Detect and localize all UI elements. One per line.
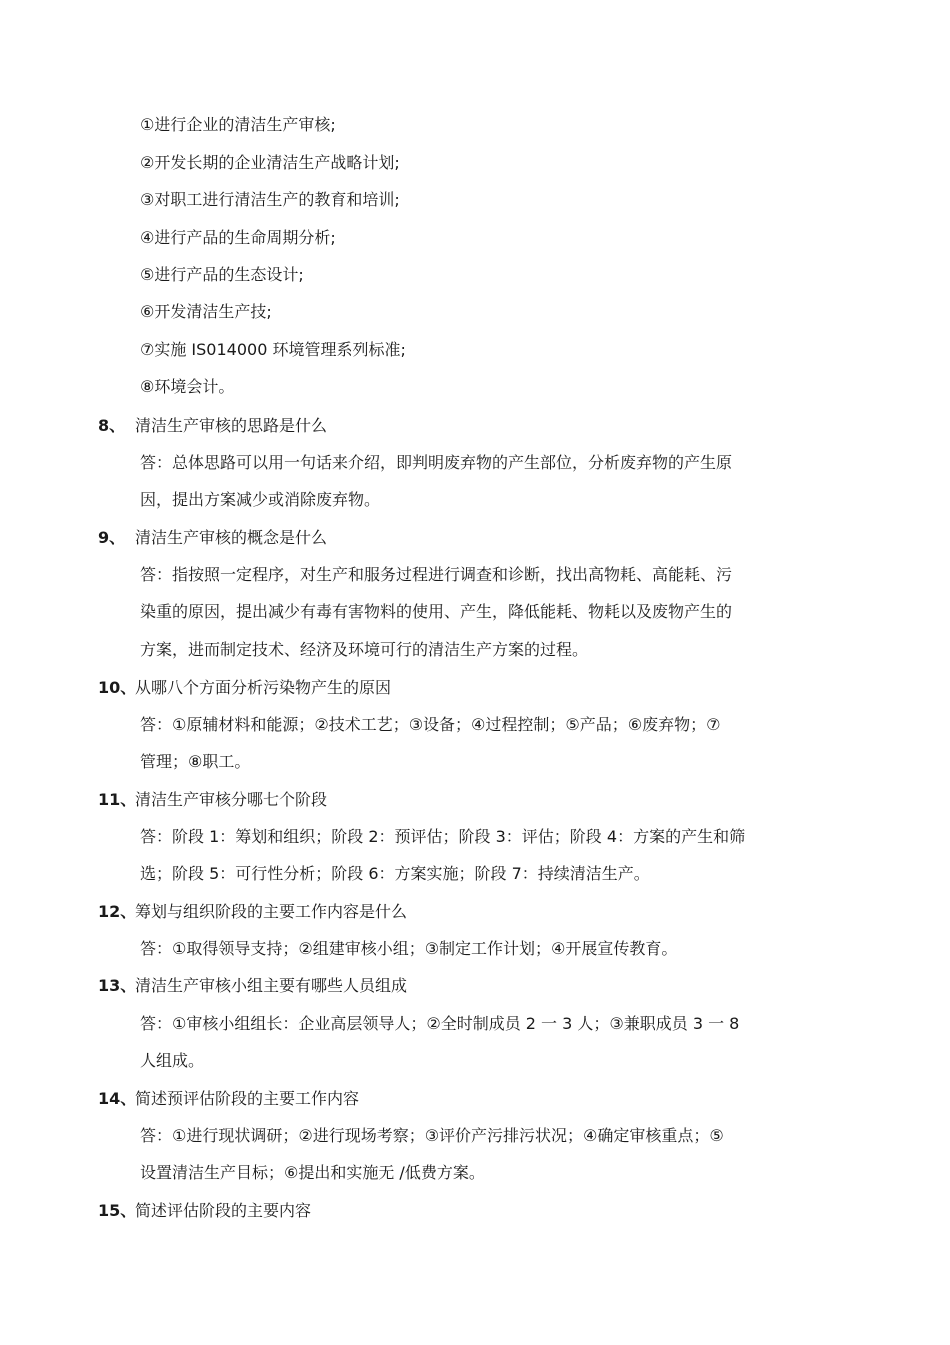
question-title: 清洁生产审核的概念是什么 bbox=[135, 528, 328, 547]
list-item: ①进行企业的清洁生产审核; bbox=[140, 115, 336, 134]
answer-line: 答：①原辅材料和能源；②技术工艺；③设备；④过程控制；⑤产品；⑥废弃物；⑦ bbox=[140, 715, 721, 734]
answer-line: 染重的原因，提出减少有毒有害物料的使用、产生，降低能耗、物耗以及废物产生的 bbox=[140, 602, 733, 621]
answer-line: 答：指按照一定程序，对生产和服务过程进行调查和诊断，找出高物耗、高能耗、污 bbox=[140, 565, 733, 584]
answer-line: 答：①取得领导支持；②组建审核小组；③制定工作计划；④开展宣传教育。 bbox=[140, 939, 678, 958]
answer-line: 答：①审核小组组长：企业高层领导人；②全时制成员 2 一 3 人；③兼职成员 3 一 8 bbox=[140, 1014, 740, 1033]
question-title: 简述评估阶段的主要内容 bbox=[135, 1201, 312, 1220]
question-number: 14、 bbox=[98, 1089, 137, 1108]
question-number: 8、 bbox=[98, 416, 126, 435]
question-title: 从哪八个方面分析污染物产生的原因 bbox=[135, 678, 392, 697]
answer-line: 方案，进而制定技术、经济及环境可行的清洁生产方案的过程。 bbox=[140, 640, 589, 659]
question-number: 12、 bbox=[98, 902, 137, 921]
question-title: 清洁生产审核小组主要有哪些人员组成 bbox=[135, 976, 408, 995]
answer-line: 人组成。 bbox=[140, 1051, 205, 1070]
answer-line: 答：总体思路可以用一句话来介绍，即判明废弃物的产生部位，分析废弃物的产生原 bbox=[140, 453, 733, 472]
list-item: ⑤进行产品的生态设计; bbox=[140, 265, 304, 284]
list-item: ②开发长期的企业清洁生产战略计划; bbox=[140, 153, 400, 172]
answer-line: 设置清洁生产目标；⑥提出和实施无 /低费方案。 bbox=[140, 1163, 485, 1182]
list-item: ③对职工进行清洁生产的教育和培训; bbox=[140, 190, 400, 209]
question-title: 清洁生产审核分哪七个阶段 bbox=[135, 790, 328, 809]
question-title: 简述预评估阶段的主要工作内容 bbox=[135, 1089, 360, 1108]
answer-line: 因，提出方案减少或消除废弃物。 bbox=[140, 490, 381, 509]
answer-line: 答：阶段 1：筹划和组织；阶段 2：预评估；阶段 3：评估；阶段 4：方案的产生和筛 bbox=[140, 827, 746, 846]
question-number: 10、 bbox=[98, 678, 137, 697]
question-number: 15、 bbox=[98, 1201, 137, 1220]
question-title: 筹划与组织阶段的主要工作内容是什么 bbox=[135, 902, 408, 921]
list-item: ④进行产品的生命周期分析; bbox=[140, 228, 336, 247]
question-number: 13、 bbox=[98, 976, 137, 995]
question-title: 清洁生产审核的思路是什么 bbox=[135, 416, 328, 435]
answer-line: 管理；⑧职工。 bbox=[140, 752, 251, 771]
list-item: ⑦实施 IS014000 环境管理系列标准; bbox=[140, 340, 406, 359]
answer-line: 选；阶段 5：可行性分析；阶段 6：方案实施；阶段 7：持续清洁生产。 bbox=[140, 864, 650, 883]
question-number: 9、 bbox=[98, 528, 126, 547]
answer-line: 答：①进行现状调研；②进行现场考察；③评价产污排污状况；④确定审核重点；⑤ bbox=[140, 1126, 724, 1145]
question-number: 11、 bbox=[98, 790, 137, 809]
list-item: ⑧环境会计。 bbox=[140, 377, 235, 396]
list-item: ⑥开发清洁生产技; bbox=[140, 302, 272, 321]
